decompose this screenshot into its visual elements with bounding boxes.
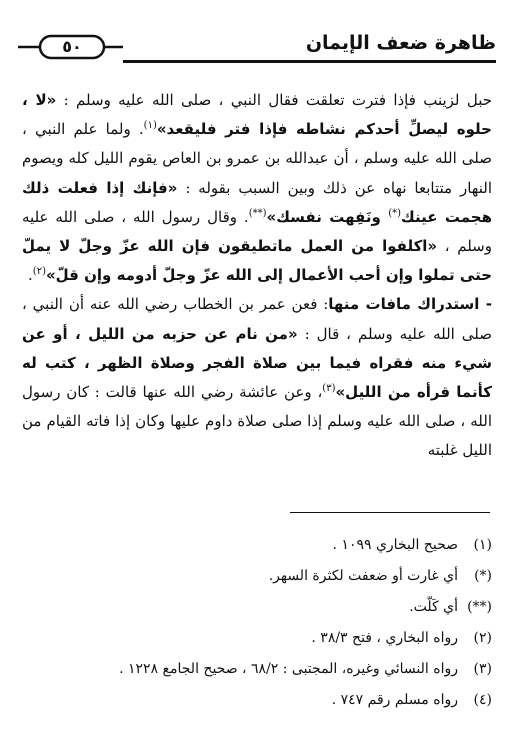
footnote-marker: (**) xyxy=(467,599,492,615)
text-run: . وقال رسول الله ، صلى الله عليه وسلم ، xyxy=(22,207,492,256)
page-header xyxy=(18,26,496,70)
page-number: ٥٠ xyxy=(62,37,82,56)
footnote xyxy=(22,561,492,592)
footnote-ref: (*) xyxy=(388,207,401,219)
footnote xyxy=(22,623,492,654)
section-lead: - استدراك مافات منها xyxy=(328,295,492,314)
footnote-ref: (٣) xyxy=(322,383,336,395)
running-title: ظاهرة ضعف الإيمان xyxy=(305,32,496,54)
footnote-ref: (٢) xyxy=(32,266,46,278)
footnote-text: رواه البخاري ، فتح ٣٨/٣ . xyxy=(311,630,458,646)
footnotes xyxy=(22,530,492,716)
text-run: : فعن عمر بن الخطاب رضي الله عنه أن النبي ، صلى الله عليه وسلم ، قال : xyxy=(22,295,493,343)
footnote-marker: (١) xyxy=(473,537,492,553)
footnote-text: رواه النسائي وغيره، المجتبى : ٦٨/٢ ، صحيح الجامع ١٢٢٨ . xyxy=(119,661,458,677)
footnote xyxy=(22,592,492,623)
header-rule xyxy=(123,60,496,63)
footnote xyxy=(22,654,492,685)
text-run: ، وعن عائشة رضي الله عنها قالت : كان رسول الله ، صلى الله عليه وسلم إذا صلى صلاة داوم عليها وكان إذا فاته القيام من الليل غلبته xyxy=(22,383,492,460)
page-number-badge xyxy=(18,34,123,60)
footnote-ref: (**) xyxy=(248,207,267,219)
footnote-separator xyxy=(290,512,490,513)
hadith-quote: «من نام عن حزبه من الليل ، أو عن شيء منه فقراه فيما بين صلاة الفجر وصلاة الظهر ، كتب له كأنما قرأه من الليل» xyxy=(22,324,492,402)
text-run: . ولما علم النبي ، صلى الله عليه وسلم ، أن عبدالله بن عمرو بن العاص يقوم الليل كله ويصوم النهار متتابعا نهاه عن ذلك وبين السبب بقوله : xyxy=(22,120,492,197)
footnote-marker: (٣) xyxy=(473,661,492,677)
footnote-ref: (١) xyxy=(143,120,157,132)
footnote xyxy=(22,530,492,561)
paragraph-2 xyxy=(22,290,492,465)
footnote-text: صحيح البخاري ١٠٩٩ . xyxy=(332,537,458,553)
text-run: . xyxy=(28,266,33,285)
footnote-marker: (٤) xyxy=(473,692,492,708)
hadith-quote: «فإنك إذا فعلت ذلك هجمت عينك xyxy=(22,178,492,226)
paragraph-1 xyxy=(22,86,492,290)
text-run: حبل لزينب فإذا فترت تعلقت فقال النبي ، صلى الله عليه وسلم : xyxy=(56,91,492,109)
hadith-quote: «اكلفوا من العمل ماتطيقون فإن الله عزّ وجلّ لا يملّ حتى تملوا وإن أحب الأعمال إلى الله عزّ وجلّ أدومه وإن قلّ» xyxy=(22,237,492,285)
hadith-quote: «لا ، حلوه ليصلِّ أحدكم نشاطه فإذا فتر فليقعد» xyxy=(22,91,492,139)
footnote-text: رواه مسلم رقم ٧٤٧ . xyxy=(331,692,458,708)
body-text xyxy=(22,86,492,466)
footnote-text: أي غارت أو ضعفت لكثرة السهر. xyxy=(268,568,458,584)
footnote-text: أي كَلّت. xyxy=(409,599,458,615)
footnote-marker: (٢) xyxy=(473,630,492,646)
footnote-marker: (*) xyxy=(474,568,492,584)
hadith-quote: ونَفِهت نفسك» xyxy=(266,207,389,226)
footnote xyxy=(22,685,492,716)
